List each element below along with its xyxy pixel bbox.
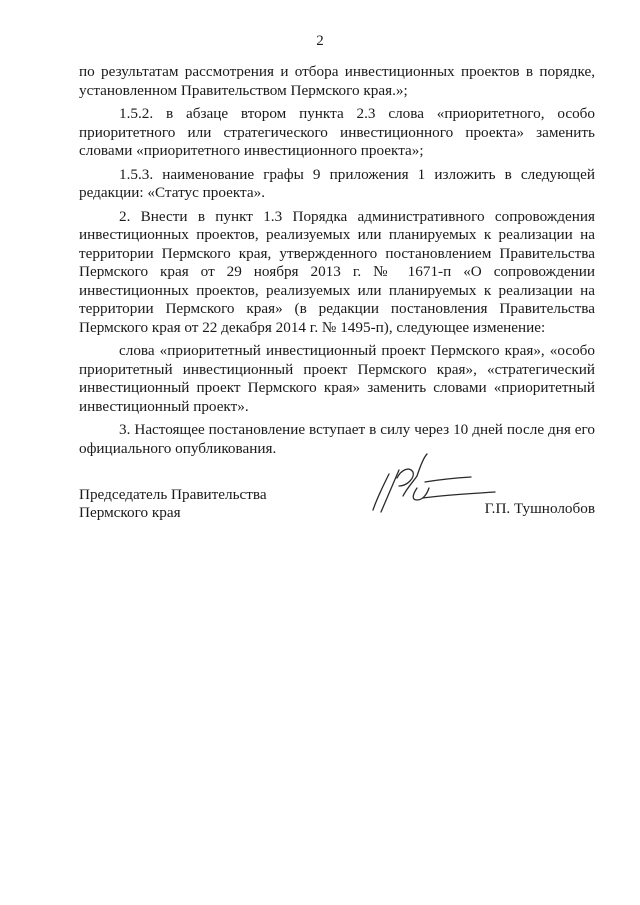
signatory-title-line2: Пермского края — [79, 504, 181, 521]
page-number: 2 — [316, 33, 324, 49]
signatory-title-line1: Председатель Правительства — [79, 486, 267, 503]
paragraph-2: 2. Внести в пункт 1.3 Порядка административного сопровождения инвестиционных проектов, реализуемых или планируемых к реализации на территории Пермского края, утвержденного постановлением Правительства Пермского края от 29 ноября 2013 г. № 1671-п «О сопровождении инвестиционных проектов, реализуемых или планируемых к реализации на территории Пермского края» (в редакции постановления Правительства Пермского края от 22 декабря 2014 г. № 1495-п), следующее изменение: — [79, 207, 595, 336]
paragraph-continuation: по результатам рассмотрения и отбора инвестиционных проектов в порядке, установленном Правительством Пермского края.»; — [79, 63, 595, 99]
paragraph-3: 3. Настоящее постановление вступает в силу через 10 дней после дня его официального опубликования. — [79, 421, 595, 457]
signatory-title — [79, 486, 267, 522]
paragraph-1-5-2: 1.5.2. в абзаце втором пункта 2.3 слова «приоритетного, особо приоритетного или стратегического инвестиционного проекта» заменить словами «приоритетного инвестиционного проекта»; — [79, 105, 595, 159]
signatory-name: Г.П. Тушнолобов — [484, 500, 595, 517]
paragraph-2-words: слова «приоритетный инвестиционный проект Пермского края», «особо приоритетный инвестиционный проект Пермского края», «стратегический инвестиционный проект Пермского края» заменить словами «приоритетный инвестиционный проект». — [79, 342, 595, 415]
document-body — [79, 63, 595, 463]
paragraph-1-5-3: 1.5.3. наименование графы 9 приложения 1 изложить в следующей редакции: «Статус проекта». — [79, 165, 595, 201]
signature-block — [79, 486, 595, 526]
